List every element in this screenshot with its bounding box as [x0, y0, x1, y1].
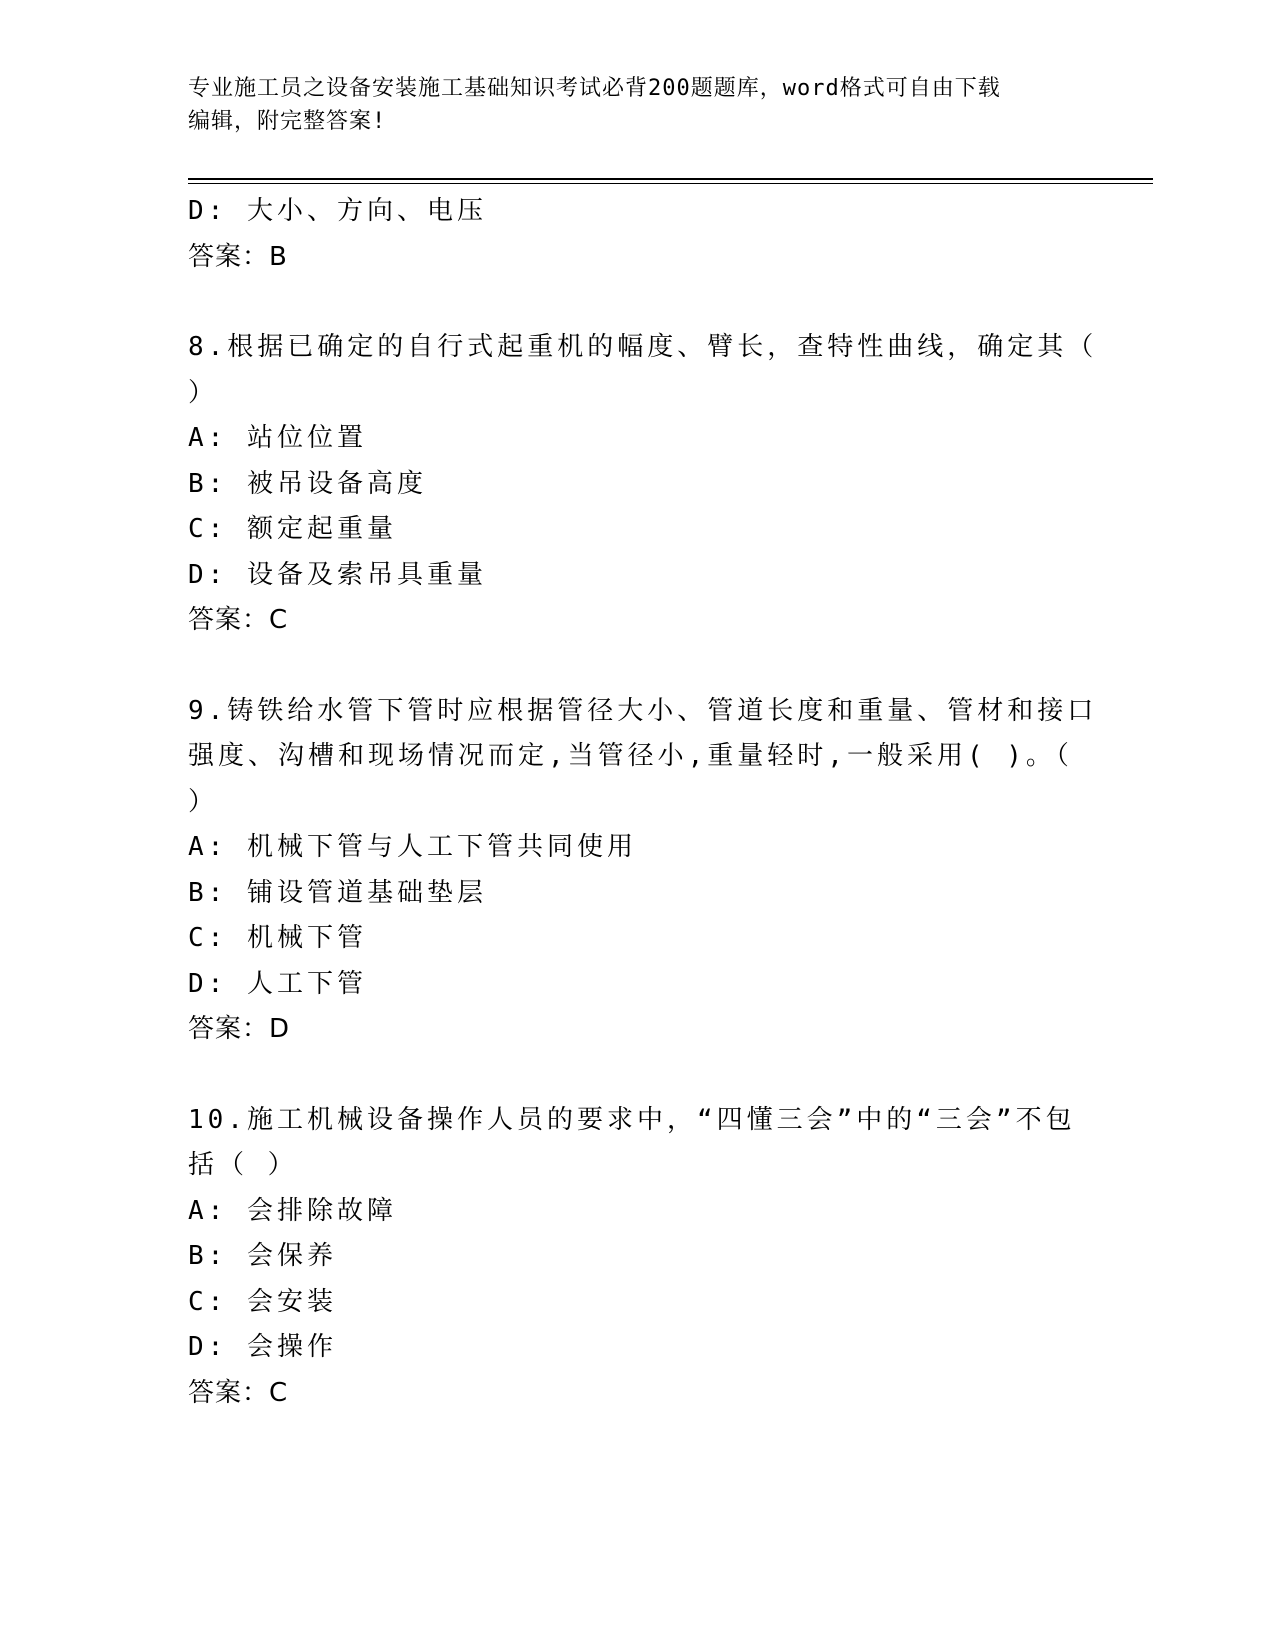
question-stem-line: 9.铸铁给水管下管时应根据管径大小、管道长度和重量、管材和接口 — [188, 695, 1098, 726]
header-divider-thin — [188, 183, 1153, 184]
option-c: C: 额定起重量 — [188, 514, 397, 544]
header-divider-thick — [188, 178, 1153, 180]
answer-label: 答案：C — [188, 605, 289, 635]
option-a: A: 机械下管与人工下管共同使用 — [188, 832, 637, 862]
option-d: D: 会操作 — [188, 1332, 337, 1362]
option-a: A: 会排除故障 — [188, 1195, 397, 1226]
option-b: B: 会保养 — [188, 1241, 337, 1271]
header-line-1: 专业施工员之设备安装施工基础知识考试必背200题题库，word格式可自由下载 — [188, 76, 1001, 101]
question-9 — [188, 689, 1098, 1053]
option-b: B: 被吊设备高度 — [188, 468, 427, 499]
prev-option-d: D: 大小、方向、电压 — [188, 196, 487, 226]
question-stem-line: 括（ ） — [188, 1150, 298, 1180]
document-header — [188, 72, 1088, 138]
option-d: D: 人工下管 — [188, 968, 367, 999]
question-stem-line: 10.施工机械设备操作人员的要求中，“四懂三会”中的“三会”不包 — [188, 1104, 1076, 1135]
question-stem-line: 8.根据已确定的自行式起重机的幅度、臂长，查特性曲线，确定其（ — [188, 332, 1098, 362]
question-8 — [188, 325, 1098, 644]
option-c: C: 机械下管 — [188, 923, 367, 953]
question-stem-line: 强度、沟槽和现场情况而定,当管径小,重量轻时,一般采用( )。（ — [188, 741, 1073, 771]
option-a: A: 站位位置 — [188, 423, 367, 453]
option-d: D: 设备及索吊具重量 — [188, 559, 487, 590]
header-line-2: 编辑，附完整答案! — [188, 109, 387, 134]
question-10 — [188, 1098, 1088, 1417]
answer-label: 答案：C — [188, 1377, 289, 1408]
prev-answer: 答案：B — [188, 241, 288, 272]
question-stem-line: ） — [188, 377, 219, 408]
question-stem-line: ） — [188, 786, 219, 817]
option-b: B: 铺设管道基础垫层 — [188, 877, 487, 908]
question-content — [188, 189, 1098, 1416]
answer-label: 答案：D — [188, 1014, 291, 1044]
option-c: C: 会安装 — [188, 1286, 337, 1317]
